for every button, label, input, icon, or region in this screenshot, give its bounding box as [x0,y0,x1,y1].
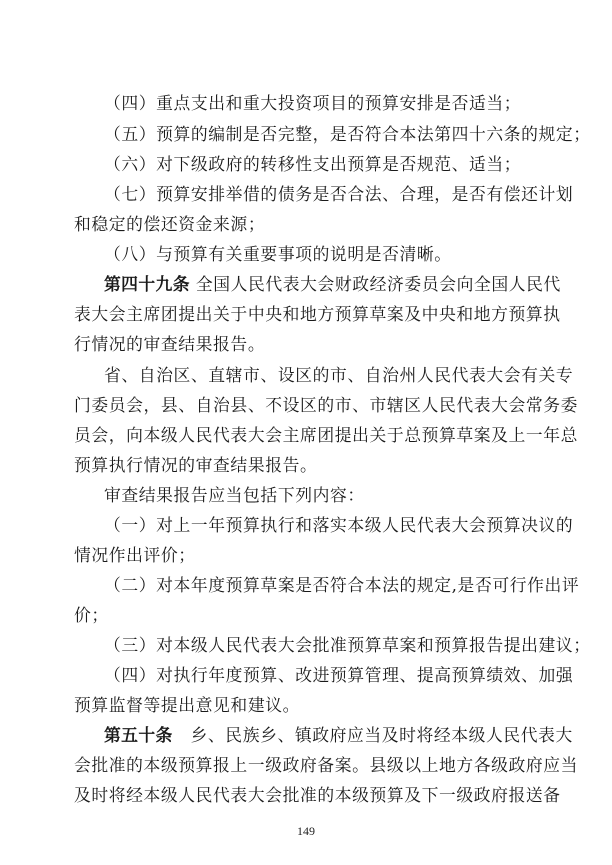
text-line: （五）预算的编制是否完整，是否符合本法第四十六条的规定； [104,124,591,144]
text-line: （三）对本级人民代表大会批准预算草案和预算报告提出建议； [104,635,591,655]
text-line: （八）与预算有关重要事项的说明是否清晰。 [104,244,452,264]
text-line: （四）对执行年度预算、改进预算管理、提高预算绩效、加强 [104,665,574,685]
text-line: 会批准的本级预算报上一级政府备案。县级以上地方各级政府应当 [74,755,579,775]
text-line: （四）重点支出和重大投资项目的预算安排是否适当； [104,93,522,113]
text-line: 价； [74,605,109,625]
text-line: 预算监督等提出意见和建议。 [74,695,300,715]
page-number: 149 [297,824,315,838]
text-line: 情况作出评价； [74,545,196,565]
text-line: 及时将经本级人民代表大会批准的本级预算及下一级政府报送备 [74,785,561,805]
text-line: 员会，向本级人民代表大会主席团提出关于总预算草案及上一年总 [74,425,579,445]
text-line: （二）对本年度预算草案是否符合本法的规定,是否可行作出评 [104,575,580,595]
text-line: 表大会主席团提出关于中央和地方预算草案及中央和地方预算执 [74,304,561,324]
article-heading: 第五十条 [104,725,173,745]
text-line: 和稳定的偿还资金来源； [74,214,266,234]
text-line: 行情况的审查结果报告。 [74,334,266,354]
text-line: 门委员会，县、自治县、不设区的市、市辖区人民代表大会常务委 [74,395,579,415]
article-heading: 第四十九条 [104,274,190,294]
text-line: 第四十九条 全国人民代表大会财政经济委员会向全国人民代 [104,274,561,294]
text-line: （七）预算安排举借的债务是否合法、合理，是否有偿还计划 [104,184,574,204]
text-line: （一）对上一年预算执行和落实本级人民代表大会预算决议的 [104,515,574,535]
text-line: 第五十条 乡、民族乡、镇政府应当及时将经本级人民代表大 [104,725,573,745]
text-line: （六）对下级政府的转移性支出预算是否规范、适当； [104,154,522,174]
text-line: 省、自治区、直辖市、设区的市、自治州人民代表大会有关专 [104,365,574,385]
text-line: 审查结果报告应当包括下列内容： [104,485,365,505]
text-line: 预算执行情况的审查结果报告。 [74,455,318,475]
